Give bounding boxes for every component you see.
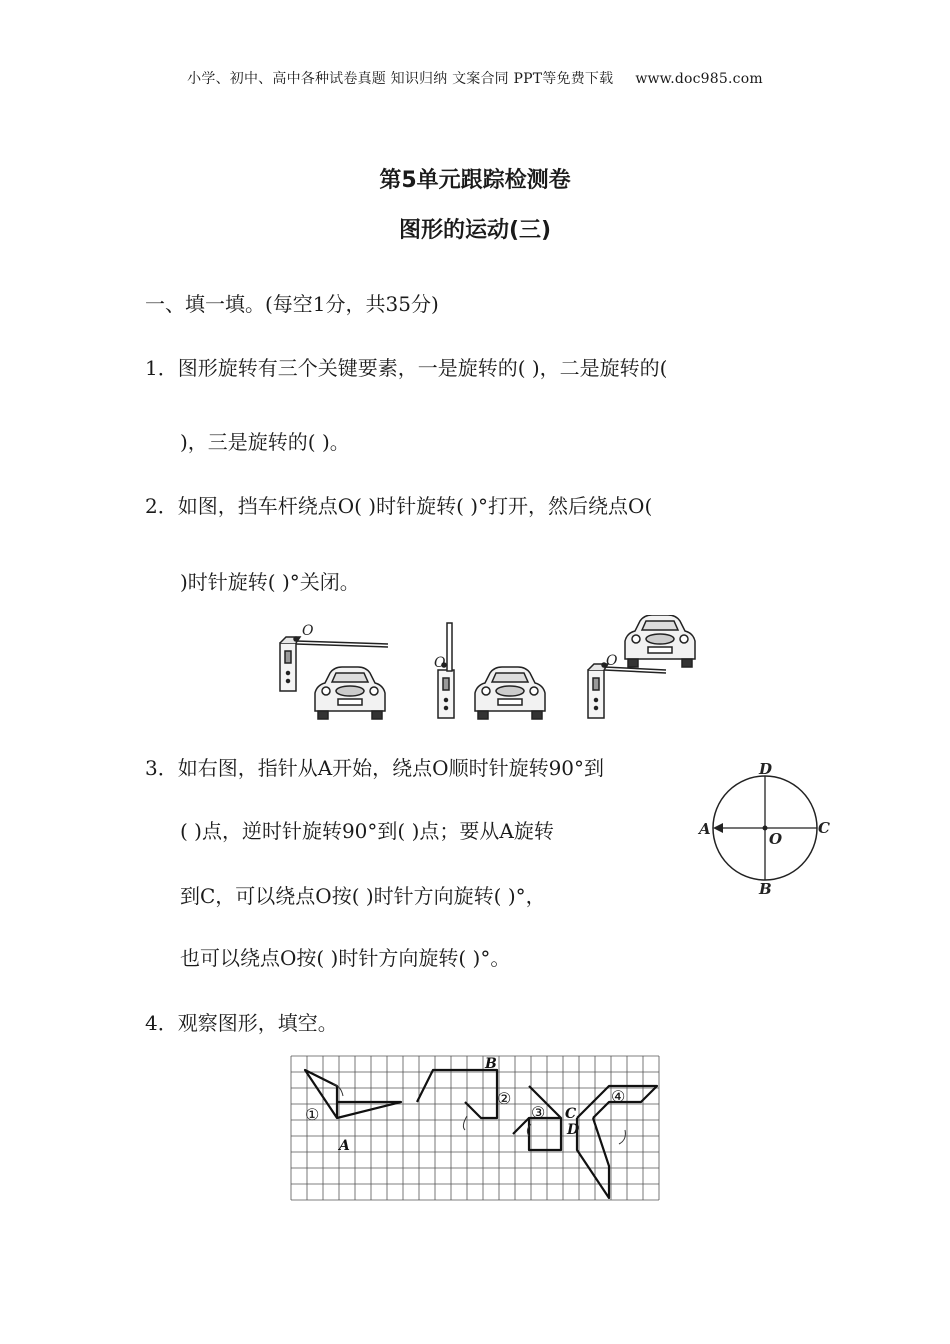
q3-line4: 也可以绕点O按( )时针方向旋转( )°。 <box>180 946 511 970</box>
label-c: C <box>818 819 830 837</box>
grid-shape-4-label: ④ <box>611 1087 626 1106</box>
barrier-gate-figure <box>270 615 710 725</box>
grid-shape-2-label: ② <box>497 1089 512 1108</box>
page-title: 第5单元跟踪检测卷 <box>379 168 571 193</box>
label-a: A <box>699 820 711 838</box>
q1-line1: 1．图形旋转有三个关键要素，一是旋转的( )，二是旋转的( <box>145 356 668 380</box>
label-d: D <box>759 760 773 778</box>
gate1-label-o: O <box>302 623 314 639</box>
q3-line3: 到C，可以绕点O按( )时针方向旋转( )°， <box>180 884 546 908</box>
page-header <box>0 68 950 88</box>
q3-line2: ( )点，逆时针旋转90°到( )点；要从A旋转 <box>180 819 554 843</box>
q2-line2: )时针旋转( )°关闭。 <box>180 570 360 594</box>
clock-circle-figure <box>695 758 835 898</box>
q4-line1: 4．观察图形，填空。 <box>145 1011 338 1035</box>
gate3-label-o: O <box>606 653 618 669</box>
grid-label-b: B <box>485 1056 497 1072</box>
q1-line2: )，三是旋转的( )。 <box>180 430 350 454</box>
header-website: www.doc985.com <box>635 71 763 87</box>
grid-label-c: C <box>565 1106 577 1122</box>
section-heading: 一、填一填。(每空1分，共35分) <box>145 292 439 316</box>
q2-line1: 2．如图，挡车杆绕点O( )时针旋转( )°打开，然后绕点O( <box>145 494 653 518</box>
header-left-text: 小学、初中、高中各种试卷真题 知识归纳 文案合同 PPT等免费下载 <box>187 71 614 87</box>
grid-label-a: A <box>339 1138 350 1154</box>
grid-shape-1-label: ① <box>305 1105 320 1124</box>
label-o: O <box>769 830 783 848</box>
rotation-grid-figure <box>289 1054 663 1206</box>
grid-shape-3-label: ③ <box>531 1103 546 1122</box>
gate2-label-o: O <box>434 655 446 671</box>
grid-label-d: D <box>567 1122 580 1138</box>
label-b: B <box>759 880 772 898</box>
page-subtitle: 图形的运动(三) <box>398 218 552 243</box>
q3-line1: 3．如右图，指针从A开始，绕点O顺时针旋转90°到 <box>145 756 605 780</box>
